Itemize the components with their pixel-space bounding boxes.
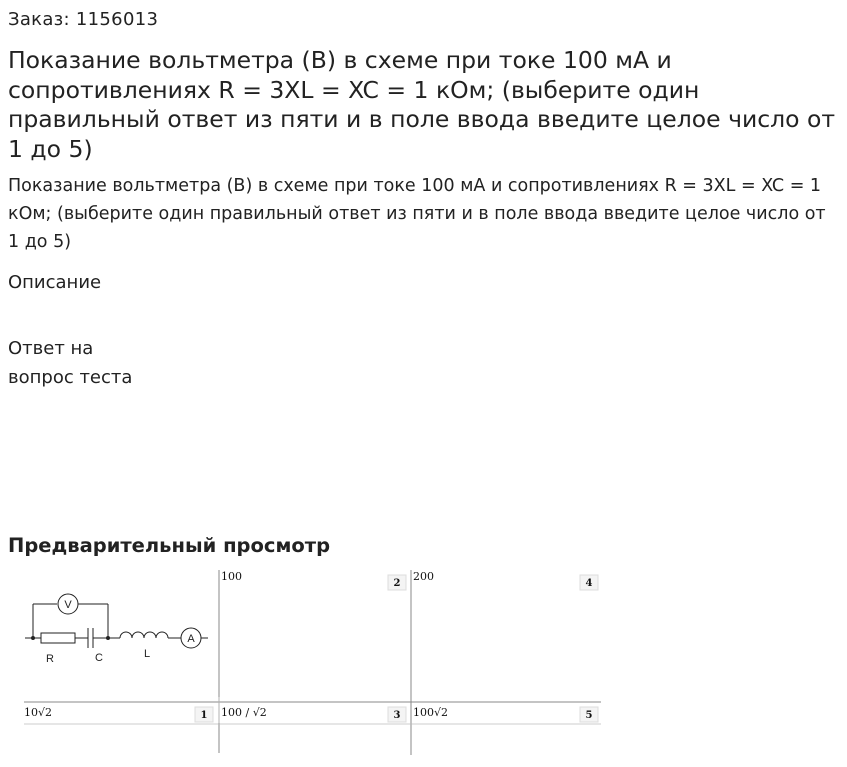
question-description: Показание вольтметра (В) в схеме при токе 100 мА и сопротивлениях R = 3XL = XC = 1 кОм; (выберите один правильный ответ из пяти и в поле ввода введите целое число от 1 до 5) — [8, 176, 826, 252]
answer-label-line1: Ответ на — [8, 338, 94, 359]
question-title: Показание вольтметра (В) в схеме при токе 100 мА и сопротивлениях R = 3XL = XC = 1 кОм; (выберите один правильный ответ из пяти и в поле ввода введите целое число от 1 до 5) — [8, 46, 836, 163]
description-heading: Описание — [8, 272, 102, 293]
circuit-diagram — [25, 594, 208, 648]
option-number-3: 3 — [393, 710, 401, 721]
preview-heading: Предварительный просмотр — [8, 534, 331, 557]
inductor-symbol — [120, 632, 168, 638]
answer-label-line2: вопрос теста — [8, 367, 133, 388]
option-number-1: 1 — [200, 710, 208, 721]
circuit-and-options-figure — [0, 565, 620, 763]
option-number-2: 2 — [393, 578, 401, 589]
inductor-label: L — [143, 648, 151, 660]
option-number-5: 5 — [585, 710, 593, 721]
answer-label — [8, 334, 168, 392]
option-number-4: 4 — [585, 578, 593, 589]
option-value-2: 100 — [221, 570, 242, 583]
ammeter-label: A — [187, 633, 195, 645]
resistor-symbol — [41, 633, 75, 643]
order-number: Заказ: 1156013 — [8, 9, 159, 30]
option-value-5: 100√2 — [413, 706, 449, 719]
capacitor-label: C — [95, 652, 103, 664]
option-value-3: 100 / √2 — [221, 706, 267, 719]
preview-image — [0, 565, 620, 763]
voltmeter-label: V — [64, 599, 72, 611]
option-value-1: 10√2 — [24, 706, 53, 719]
option-value-4: 200 — [413, 570, 434, 583]
resistor-label: R — [46, 653, 54, 665]
